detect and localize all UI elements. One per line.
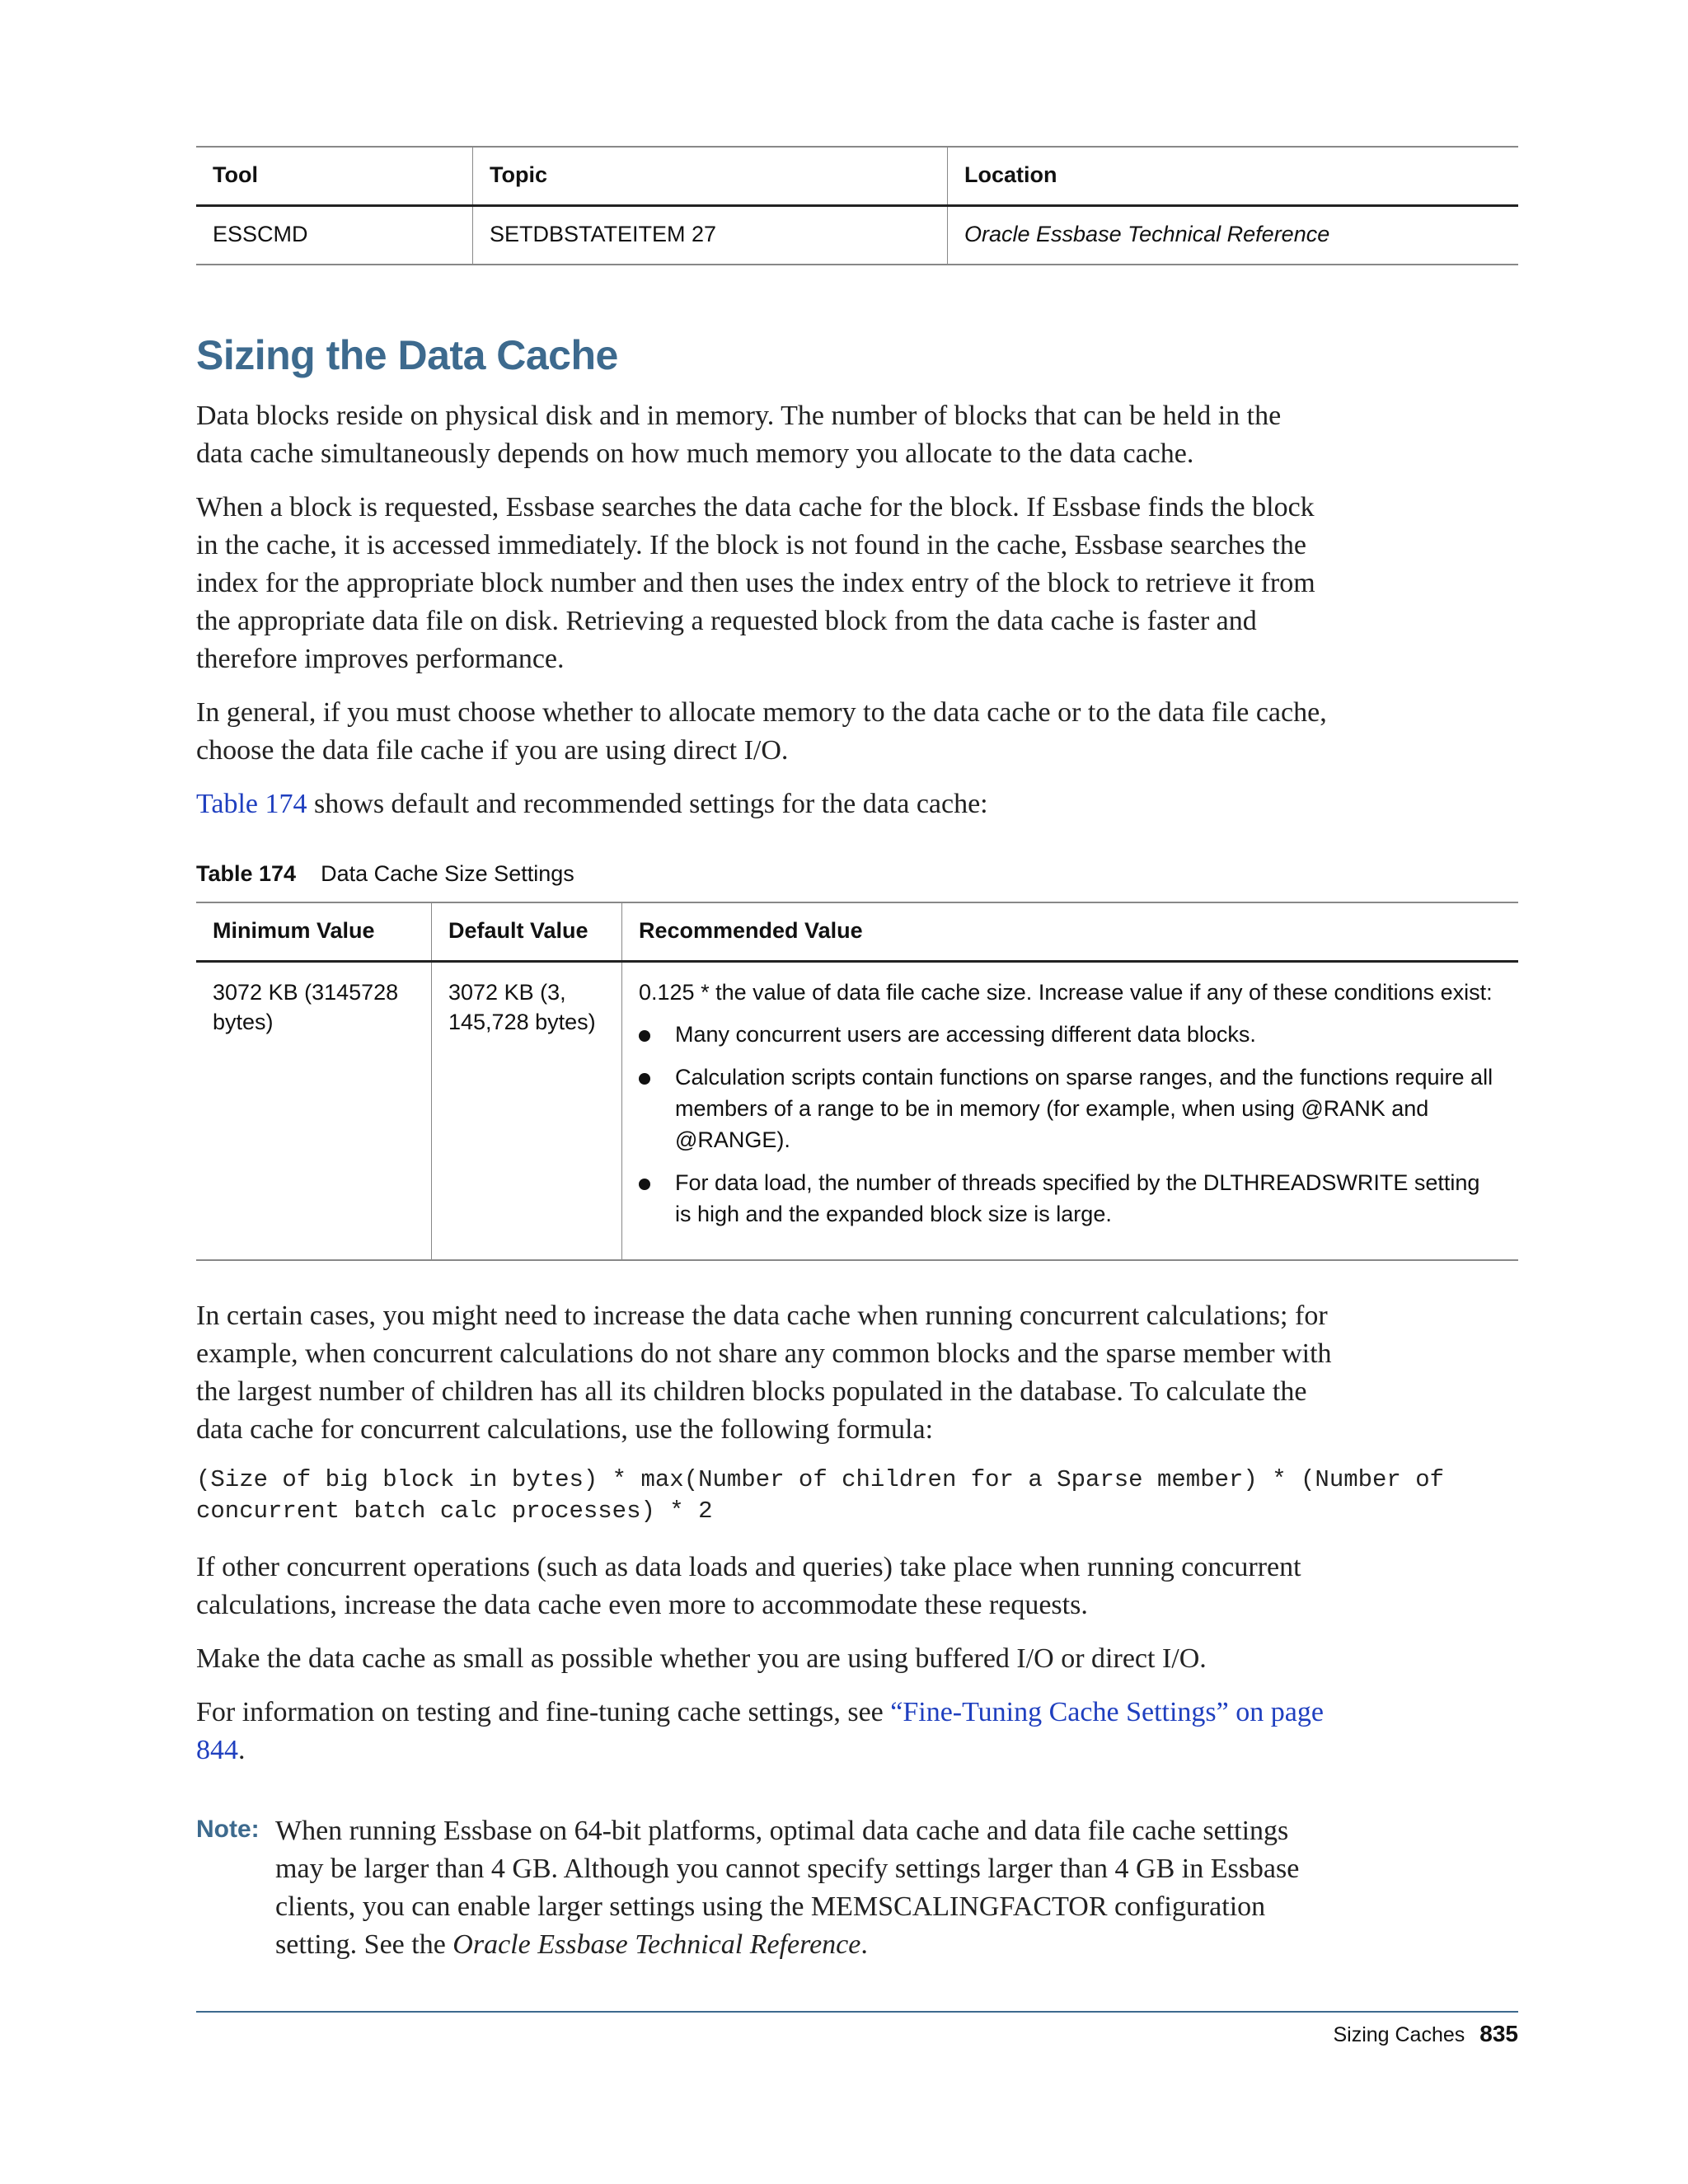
table-row (196, 206, 1518, 265)
column-header: Location (948, 147, 1519, 206)
tool-reference-table (196, 146, 1518, 265)
paragraph: When a block is requested, Essbase searches the data cache for the block. If Essbase finds the block in the cache, it is accessed immediately. If the block is not found in the cache, Essbase searches the index for the appropriate block number and then uses the index entry of the block to retrieve it from the appropriate data file on disk. Retrieving a requested block from the data cache is faster and therefore improves performance. (196, 492, 1315, 674)
list-item (639, 1062, 1502, 1155)
table-caption (196, 861, 1518, 887)
note-text (275, 1812, 1342, 1964)
bullet-icon (639, 1030, 650, 1042)
column-header: Topic (473, 147, 948, 206)
note-label: Note: (196, 1816, 260, 1843)
note-text-part: . (860, 1929, 868, 1960)
list-item-text: For data load, the number of threads specified by the DLTHREADSWRITE setting is high and the expanded block size is large. (675, 1170, 1480, 1226)
column-header: Recommended Value (622, 902, 1519, 962)
condition-list (639, 1019, 1502, 1230)
table-reference-paragraph (196, 785, 1334, 823)
after-table-content (196, 1297, 1518, 1769)
data-cache-size-table (196, 902, 1518, 1261)
note-text-part: When running Essbase on 64-bit platforms, optimal data cache and data file cache settings may be larger than 4 GB. Although you cannot specify settings larger than 4 GB in Essbase clients, you can enable larger settings using the MEMSCALINGFACTOR configuration setting. See the (275, 1816, 1300, 1960)
paragraph: Make the data cache as small as possible whether you are using buffered I/O or direct I/O. (196, 1643, 1207, 1674)
section-title: Sizing the Data Cache (196, 332, 618, 378)
table-174-link[interactable]: Table 174 (196, 789, 307, 819)
column-header: Default Value (432, 902, 622, 962)
document-page (196, 146, 1518, 1964)
table-cell: Oracle Essbase Technical Reference (948, 206, 1519, 265)
column-header: Tool (196, 147, 473, 206)
default-value-cell: 3072 KB (3, 145,728 bytes) (432, 962, 622, 1261)
footer-rule (196, 2011, 1518, 2013)
fine-tuning-paragraph (196, 1694, 1334, 1769)
page-footer (1333, 2021, 1518, 2047)
recommended-value-cell (622, 962, 1519, 1261)
list-item (639, 1167, 1502, 1230)
table-cell: ESSCMD (213, 222, 308, 246)
bullet-icon (639, 1179, 650, 1190)
table-header-row (196, 902, 1518, 962)
table-header-row (196, 147, 1518, 206)
paragraph-text: For information on testing and fine-tuning cache settings, see (196, 1697, 891, 1727)
column-header: Minimum Value (196, 902, 432, 962)
paragraph: In general, if you must choose whether to allocate memory to the data cache or to the data file cache, choose the data file cache if you are using direct I/O. (196, 697, 1327, 766)
table-row (196, 962, 1518, 1261)
fine-tuning-link[interactable]: “Fine-Tuning Cache Settings” on page 844 (196, 1697, 1324, 1765)
note-block (196, 1812, 1342, 1964)
table-caption-label: Table 174 (196, 861, 297, 886)
paragraph-text: shows default and recommended settings for the data cache: (307, 789, 988, 819)
paragraph: If other concurrent operations (such as data loads and queries) take place when running concurrent calculations, increase the data cache even more to accommodate these requests. (196, 1552, 1301, 1620)
note-reference-title: Oracle Essbase Technical Reference (452, 1929, 861, 1960)
paragraph-text: . (238, 1735, 246, 1765)
paragraph: In certain cases, you might need to increase the data cache when running concurrent calculations; for example, when concurrent calculations do not share any common blocks and the sparse member with the largest number of children has all its children blocks populated in the database. To calculate the data cache for concurrent calculations, use the following formula: (196, 1301, 1332, 1445)
list-item (639, 1019, 1502, 1050)
list-item-text: Calculation scripts contain functions on sparse ranges, and the functions require all members of a range to be in memory (for example, when using @RANK and @RANGE). (675, 1065, 1493, 1152)
paragraph: Data blocks reside on physical disk and in memory. The number of blocks that can be held in the data cache simultaneously depends on how much memory you allocate to the data cache. (196, 401, 1282, 469)
recommended-intro: 0.125 * the value of data file cache size. Increase value if any of these conditions exist: (639, 980, 1493, 1005)
page-number: 835 (1479, 2021, 1518, 2046)
footer-section-name: Sizing Caches (1333, 2023, 1465, 2046)
table-cell: SETDBSTATEITEM 27 (473, 206, 948, 265)
list-item-text: Many concurrent users are accessing different data blocks. (675, 1022, 1256, 1047)
minimum-value-cell: 3072 KB (3145728 bytes) (213, 980, 399, 1034)
bullet-icon (639, 1073, 650, 1085)
table-caption-title: Data Cache Size Settings (321, 861, 574, 886)
formula-code: (Size of big block in bytes) * max(Number of children for a Sparse member) * (Number of concurrent batch calc processes) * 2 (196, 1466, 1459, 1525)
